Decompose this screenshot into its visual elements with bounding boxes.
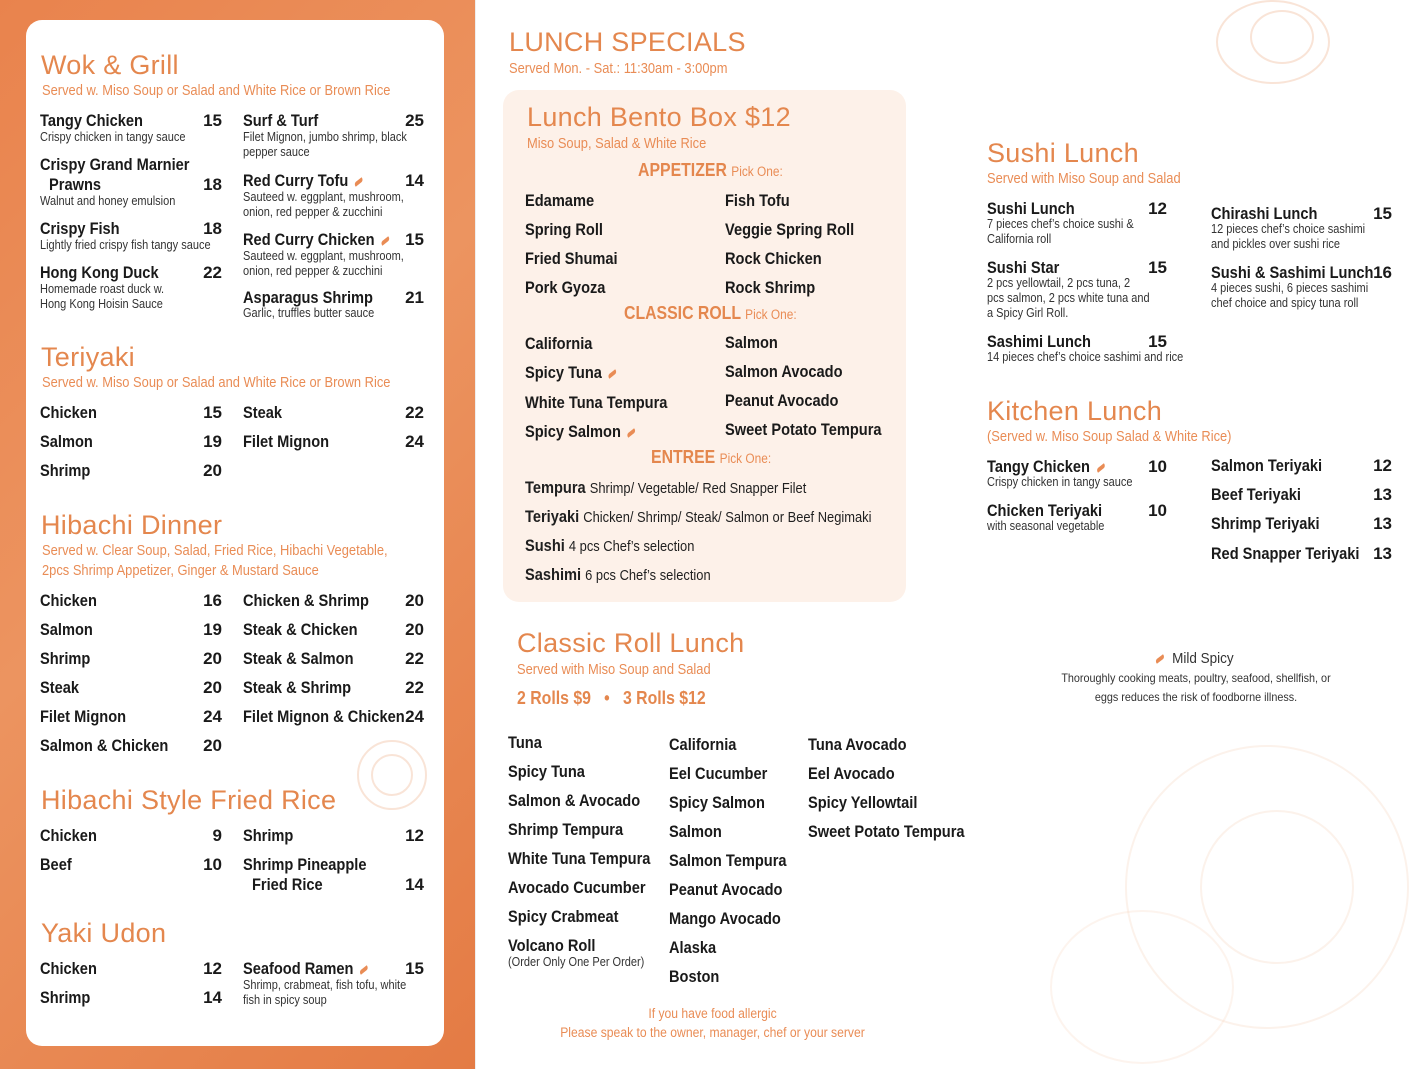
menu-item-name: Filet Mignon & Chicken <box>243 707 405 726</box>
classic-roll-heading: CLASSIC ROLL Pick One: <box>624 303 797 323</box>
allergy-note-line2: Please speak to the owner, manager, chef or your server <box>560 1025 865 1040</box>
menu-item-name: Chicken & Shrimp <box>243 591 369 610</box>
roll-item: Volcano Roll <box>508 936 596 955</box>
menu-item-name: Shrimp <box>40 988 91 1007</box>
food-safety-note-line2: eggs reduces the risk of foodborne illness. <box>1094 690 1298 704</box>
classic-roll-item: Salmon <box>725 333 778 352</box>
chili-icon <box>1096 463 1106 473</box>
classic-roll-item: White Tuna Tempura <box>525 393 668 412</box>
chili-icon <box>359 965 369 975</box>
menu-item-name: Filet Mignon <box>243 432 330 451</box>
entree-item: Sushi 4 pcs Chef’s selection <box>525 536 695 555</box>
menu-item-price: 22 <box>405 403 424 422</box>
menu-item-name: Chirashi Lunch <box>1211 204 1318 223</box>
menu-item-name: Steak <box>40 678 80 697</box>
menu-item-price: 19 <box>203 620 222 639</box>
menu-item-price: 15 <box>203 111 222 130</box>
menu-item-name: Red Curry Tofu <box>243 171 364 191</box>
classic-roll-item: Spicy Salmon <box>525 422 636 442</box>
menu-item-price: 22 <box>405 649 424 668</box>
menu-item-name: Filet Mignon <box>40 707 127 726</box>
appetizer-item: Veggie Spring Roll <box>725 220 855 239</box>
menu-item-desc: 12 pieces chef’s choice sashimi and pickles over sushi rice <box>1211 222 1366 251</box>
menu-item-desc: with seasonal vegetable <box>987 519 1105 533</box>
menu-item-name: Seafood Ramen <box>243 959 369 979</box>
menu-item-name: Salmon <box>40 432 93 451</box>
menu-item-name: Steak <box>243 403 283 422</box>
menu-item-name: Red Snapper Teriyaki <box>1211 544 1360 563</box>
menu-item-desc: Shrimp, crabmeat, fish tofu, white fish in spicy soup <box>243 978 407 1007</box>
menu-item-desc: Garlic, truffles butter sauce <box>243 306 375 320</box>
hibachi-subtitle: Served w. Clear Soup, Salad, Fried Rice, Hibachi Vegetable, <box>42 542 388 559</box>
yaki-udon-title: Yaki Udon <box>41 918 167 948</box>
menu-item-desc: Lightly fried crispy fish tangy sauce <box>40 238 211 252</box>
menu-item-desc: 7 pieces chef’s choice sushi & California roll <box>987 217 1134 246</box>
menu-item-desc: Crispy chicken in tangy sauce <box>987 475 1133 489</box>
flower-decoration-icon <box>1250 10 1314 64</box>
roll-item: Salmon Tempura <box>669 851 787 870</box>
menu-item-price: 15 <box>1373 204 1392 223</box>
menu-item-price: 24 <box>203 707 222 726</box>
menu-item-price: 10 <box>1148 501 1167 520</box>
appetizer-item: Spring Roll <box>525 220 603 239</box>
appetizer-item: Fish Tofu <box>725 191 790 210</box>
menu-item-name: Salmon <box>40 620 93 639</box>
teriyaki-title: Teriyaki <box>41 342 135 372</box>
roll-item: Spicy Crabmeat <box>508 907 619 926</box>
chili-icon <box>1155 654 1165 664</box>
menu-item-name: Chicken <box>40 959 97 978</box>
menu-item-price: 13 <box>1373 544 1392 563</box>
menu-item-price: 12 <box>1148 199 1167 218</box>
menu-item-desc: 2 pcs yellowtail, 2 pcs tuna, 2 pcs salmon, 2 pcs white tuna and a Spicy Girl Roll. <box>987 276 1150 320</box>
menu-item-price: 18 <box>203 219 222 238</box>
classic-roll-lunch-title: Classic Roll Lunch <box>517 628 745 658</box>
menu-item-price: 12 <box>203 959 222 978</box>
menu-item-name: Tangy Chicken <box>987 457 1105 477</box>
menu-item-name: Shrimp Pineapple <box>243 855 367 874</box>
menu-item-name: Beef <box>40 855 72 874</box>
flower-decoration-icon <box>371 754 413 796</box>
classic-roll-item: California <box>525 334 593 353</box>
menu-item-desc: 4 pieces sushi, 6 pieces sashimi chef choice and spicy tuna roll <box>1211 281 1369 310</box>
appetizer-item: Rock Shrimp <box>725 278 816 297</box>
menu-item-name-line2: Fried Rice <box>252 875 323 894</box>
menu-item-name: Shrimp Teriyaki <box>1211 514 1320 533</box>
menu-item-price: 14 <box>405 171 424 190</box>
menu-item-name: Steak & Salmon <box>243 649 354 668</box>
menu-item-name: Sushi Lunch <box>987 199 1075 218</box>
spicy-legend: Mild Spicy <box>1155 650 1234 667</box>
menu-item-desc: Sauteed w. eggplant, mushroom, onion, red pepper & zucchini <box>243 249 404 278</box>
kitchen-lunch-title: Kitchen Lunch <box>987 396 1163 426</box>
menu-item-name: Chicken <box>40 826 97 845</box>
roll-item: Tuna Avocado <box>808 735 907 754</box>
menu-item-name: Shrimp <box>40 649 91 668</box>
chili-icon <box>608 369 618 379</box>
menu-item-price: 14 <box>405 875 424 894</box>
menu-item-price: 24 <box>405 432 424 451</box>
menu-item-price: 10 <box>203 855 222 874</box>
menu-item-price: 20 <box>203 678 222 697</box>
teriyaki-subtitle: Served w. Miso Soup or Salad and White Rice or Brown Rice <box>42 374 391 391</box>
menu-item-name: Sashimi Lunch <box>987 332 1091 351</box>
menu-item-desc: Walnut and honey emulsion <box>40 194 176 208</box>
menu-item-name: Chicken Teriyaki <box>987 501 1103 520</box>
menu-item-price: 14 <box>203 988 222 1007</box>
menu-item-price: 10 <box>1148 457 1167 476</box>
chili-icon <box>627 428 637 438</box>
entree-item: Tempura Shrimp/ Vegetable/ Red Snapper Filet <box>525 478 807 497</box>
menu-item-desc: Filet Mignon, jumbo shrimp, black pepper sauce <box>243 130 407 159</box>
menu-item-price: 20 <box>203 649 222 668</box>
chili-icon <box>354 177 364 187</box>
menu-item-name: Shrimp <box>243 826 294 845</box>
menu-item-price: 25 <box>405 111 424 130</box>
roll-item: California <box>669 735 737 754</box>
appetizer-item: Rock Chicken <box>725 249 822 268</box>
menu-item-price: 20 <box>405 591 424 610</box>
roll-item: Mango Avocado <box>669 909 781 928</box>
menu-item-price: 15 <box>1148 332 1167 351</box>
menu-item-price: 21 <box>405 288 424 307</box>
wok-grill-title: Wok & Grill <box>41 50 179 80</box>
menu-item-name: Sushi & Sashimi Lunch <box>1211 263 1374 282</box>
menu-item-name: Salmon Teriyaki <box>1211 456 1323 475</box>
appetizer-heading: APPETIZER Pick One: <box>638 160 783 180</box>
roll-item: Spicy Salmon <box>669 793 765 812</box>
menu-item-name: Chicken <box>40 591 97 610</box>
roll-item: Avocado Cucumber <box>508 878 646 897</box>
menu-item-price: 13 <box>1373 485 1392 504</box>
roll-item: Shrimp Tempura <box>508 820 624 839</box>
menu-item-desc: Crispy chicken in tangy sauce <box>40 130 186 144</box>
roll-item: Spicy Tuna <box>508 762 585 781</box>
appetizer-item: Fried Shumai <box>525 249 618 268</box>
menu-item-price: 20 <box>203 461 222 480</box>
roll-item: Salmon <box>669 822 722 841</box>
bento-title: Lunch Bento Box $12 <box>527 102 791 132</box>
menu-item-price: 12 <box>1373 456 1392 475</box>
menu-item-desc: Homemade roast duck w. Hong Kong Hoisin Sauce <box>40 282 165 311</box>
flower-decoration-icon <box>1050 910 1234 1064</box>
sushi-lunch-title: Sushi Lunch <box>987 138 1139 168</box>
menu-item-price: 15 <box>405 230 424 249</box>
menu-item-price: 18 <box>203 175 222 194</box>
entree-item: Teriyaki Chicken/ Shrimp/ Steak/ Salmon or Beef Negimaki <box>525 507 872 526</box>
menu-item-price: 22 <box>203 263 222 282</box>
menu-item-price: 16 <box>203 591 222 610</box>
food-safety-note: Thoroughly cooking meats, poultry, seafood, shellfish, or <box>1061 671 1331 685</box>
menu-item-name-line2: Prawns <box>49 175 102 194</box>
menu-item-name: Crispy Fish <box>40 219 120 238</box>
menu-item-name: Salmon & Chicken <box>40 736 169 755</box>
classic-roll-lunch-subtitle: Served with Miso Soup and Salad <box>517 661 711 678</box>
classic-roll-item: Salmon Avocado <box>725 362 843 381</box>
menu-item-price: 16 <box>1373 263 1392 282</box>
allergy-note: If you have food allergic <box>648 1006 777 1021</box>
menu-item-price: 20 <box>203 736 222 755</box>
menu-item-price: 19 <box>203 432 222 451</box>
appetizer-item: Pork Gyoza <box>525 278 606 297</box>
menu-item-desc: Sauteed w. eggplant, mushroom, onion, red pepper & zucchini <box>243 190 404 219</box>
menu-item-name: Steak & Shrimp <box>243 678 352 697</box>
menu-item-name: Tangy Chicken <box>40 111 143 130</box>
menu-item-price: 13 <box>1373 514 1392 533</box>
classic-roll-item: Spicy Tuna <box>525 363 617 383</box>
sushi-lunch-subtitle: Served with Miso Soup and Salad <box>987 170 1181 187</box>
roll-item: Alaska <box>669 938 717 957</box>
lunch-specials-title: LUNCH SPECIALS <box>509 27 746 57</box>
bento-subtitle: Miso Soup, Salad & White Rice <box>527 135 707 152</box>
menu-item-name: Asparagus Shrimp <box>243 288 373 307</box>
menu-item-name: Surf & Turf <box>243 111 319 130</box>
menu-item-price: 12 <box>405 826 424 845</box>
fried-rice-title: Hibachi Style Fried Rice <box>41 785 337 815</box>
menu-item-desc: 14 pieces chef’s choice sashimi and rice <box>987 350 1184 364</box>
hibachi-subtitle-line2: 2pcs Shrimp Appetizer, Ginger & Mustard Sauce <box>42 562 319 579</box>
menu-item-name: Red Curry Chicken <box>243 230 390 250</box>
kitchen-lunch-subtitle: (Served w. Miso Soup Salad & White Rice) <box>987 428 1232 445</box>
hibachi-title: Hibachi Dinner <box>41 510 223 540</box>
roll-item: Spicy Yellowtail <box>808 793 918 812</box>
roll-item: Peanut Avocado <box>669 880 783 899</box>
menu-item-price: 20 <box>405 620 424 639</box>
menu-item-price: 9 <box>212 826 222 845</box>
roll-note: (Order Only One Per Order) <box>508 955 645 969</box>
roll-item: Sweet Potato Tempura <box>808 822 965 841</box>
menu-item-name: Beef Teriyaki <box>1211 485 1301 504</box>
appetizer-item: Edamame <box>525 191 595 210</box>
chili-icon <box>381 236 391 246</box>
menu-item-name: Chicken <box>40 403 97 422</box>
roll-offer: 2 Rolls $9 • 3 Rolls $12 <box>517 688 706 708</box>
menu-item-price: 22 <box>405 678 424 697</box>
menu-item-name: Shrimp <box>40 461 91 480</box>
menu-item-price: 15 <box>405 959 424 978</box>
wok-grill-subtitle: Served w. Miso Soup or Salad and White Rice or Brown Rice <box>42 82 391 99</box>
roll-item: Eel Cucumber <box>669 764 768 783</box>
roll-item: Salmon & Avocado <box>508 791 641 810</box>
roll-item: Boston <box>669 967 720 986</box>
menu-item-price: 15 <box>1148 258 1167 277</box>
classic-roll-item: Sweet Potato Tempura <box>725 420 882 439</box>
menu-item-price: 15 <box>203 403 222 422</box>
roll-item: Tuna <box>508 733 542 752</box>
menu-item-name: Crispy Grand Marnier <box>40 155 190 174</box>
menu-item-price: 24 <box>405 707 424 726</box>
roll-item: White Tuna Tempura <box>508 849 651 868</box>
classic-roll-item: Peanut Avocado <box>725 391 839 410</box>
menu-item-name: Sushi Star <box>987 258 1060 277</box>
menu-item-name: Steak & Chicken <box>243 620 358 639</box>
menu-item-name: Hong Kong Duck <box>40 263 159 282</box>
flower-decoration-icon <box>1200 810 1354 964</box>
lunch-specials-subtitle: Served Mon. - Sat.: 11:30am - 3:00pm <box>509 60 728 77</box>
roll-item: Eel Avocado <box>808 764 895 783</box>
entree-item: Sashimi 6 pcs Chef’s selection <box>525 565 711 584</box>
entree-heading: ENTREE Pick One: <box>651 447 772 467</box>
